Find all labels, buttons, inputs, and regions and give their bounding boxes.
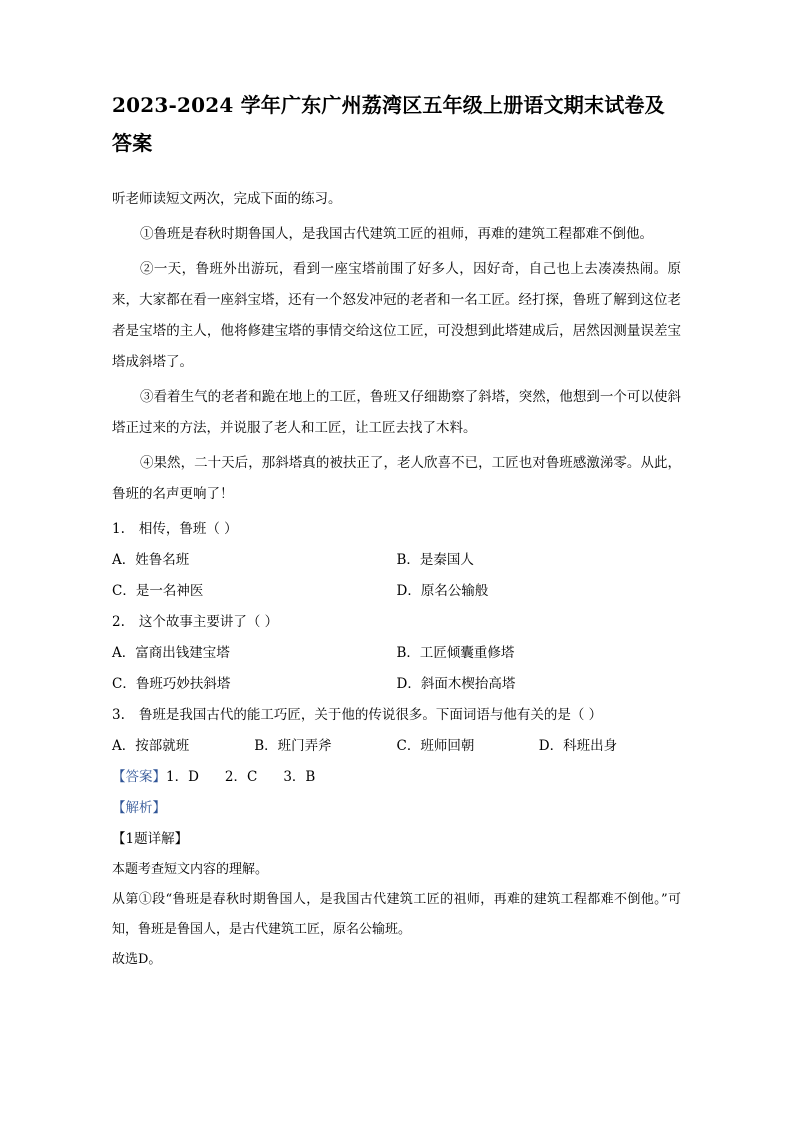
question-3-option-b[interactable]: B．班门弄斧 [254, 738, 332, 754]
question-2-option-b[interactable]: B．工匠倾囊重修塔 [396, 645, 515, 661]
analysis-label: 【解析】 [112, 800, 166, 816]
analysis-1-line-2: 从第①段“鲁班是春秋时期鲁国人，是我国古代建筑工匠的祖师，再难的建筑工程都难不倒他。”可知，鲁班是鲁国人，是古代建筑工匠，原名公输班。 [112, 892, 681, 937]
answer-label: 【答案】 [112, 769, 166, 785]
question-1-option-b[interactable]: B．是秦国人 [396, 552, 474, 568]
question-2-number: 2. [112, 614, 125, 630]
answer-1: 1．D [166, 769, 199, 785]
question-2-stem [112, 607, 681, 638]
question-1-stem [112, 514, 681, 545]
question-3-text: 鲁班是我国古代的能工巧匠，关于他的传说很多。下面词语与他有关的是（ ） [138, 707, 603, 723]
question-2-option-a[interactable]: A．富商出钱建宝塔 [112, 645, 230, 661]
analysis-1-line-1: 本题考查短文内容的理解。 [112, 862, 269, 877]
question-3-option-d[interactable]: D．科班出身 [538, 738, 618, 754]
analysis-block-label [112, 793, 681, 824]
passage-paragraph-4: ④果然，二十天后，那斜塔真的被扶正了，老人欣喜不已，工匠也对鲁班感激涕零。从此，鲁班的名声更响了！ [112, 455, 681, 502]
question-2-option-c[interactable]: C．鲁班巧妙扶斜塔 [112, 676, 231, 692]
answer-block [112, 762, 681, 793]
question-2-text: 这个故事主要讲了（ ） [138, 614, 279, 630]
question-3-stem [112, 700, 681, 731]
passage-paragraph-3: ③看着生气的老者和跪在地上的工匠，鲁班又仔细勘察了斜塔，突然，他想到一个可以使斜塔正过来的方法，并说服了老人和工匠，让工匠去找了木料。 [112, 389, 681, 436]
question-2-option-d[interactable]: D．斜面木楔抬高塔 [396, 676, 516, 692]
question-1-text: 相传，鲁班（ ） [138, 521, 238, 537]
answer-3: 3．B [283, 769, 316, 785]
question-1-option-a[interactable]: A．姓鲁名班 [112, 552, 190, 568]
question-2-options-row-1 [112, 638, 681, 669]
question-1-options-row-2 [112, 576, 681, 607]
analysis-1-line-3: 故选D。 [112, 952, 162, 967]
passage-paragraph-2: ②一天，鲁班外出游玩，看到一座宝塔前围了好多人，因好奇，自己也上去凑凑热闹。原来，大家都在看一座斜宝塔，还有一个怒发冲冠的老者和一名工匠。经打探，鲁班了解到这位老者是宝塔的主人，他将修建宝塔的事情交给这位工匠，可没想到此塔建成后，居然因测量误差宝塔成斜塔了。 [112, 261, 681, 370]
answer-2: 2．C [224, 769, 258, 785]
analysis-1-heading: 【1题详解】 [112, 831, 189, 847]
question-3-option-a[interactable]: A．按部就班 [112, 738, 190, 754]
question-1-options-row-1 [112, 545, 681, 576]
passage-paragraph-1: ①鲁班是春秋时期鲁国人，是我国古代建筑工匠的祖师，再难的建筑工程都难不倒他。 [140, 226, 653, 242]
question-1-option-c[interactable]: C．是一名神医 [112, 583, 204, 599]
question-3-number: 3. [112, 707, 125, 723]
question-1-option-d[interactable]: D．原名公输般 [396, 583, 489, 599]
intro-paragraph: 听老师读短文两次，完成下面的练习。 [112, 191, 342, 207]
question-3-options-row [112, 731, 681, 762]
question-3-option-c[interactable]: C．班师回朝 [396, 738, 475, 754]
page-title: 2023-2024 学年广东广州荔湾区五年级上册语文期末试卷及答案 [112, 93, 665, 155]
question-1-number: 1. [112, 521, 125, 537]
question-2-options-row-2 [112, 669, 681, 700]
